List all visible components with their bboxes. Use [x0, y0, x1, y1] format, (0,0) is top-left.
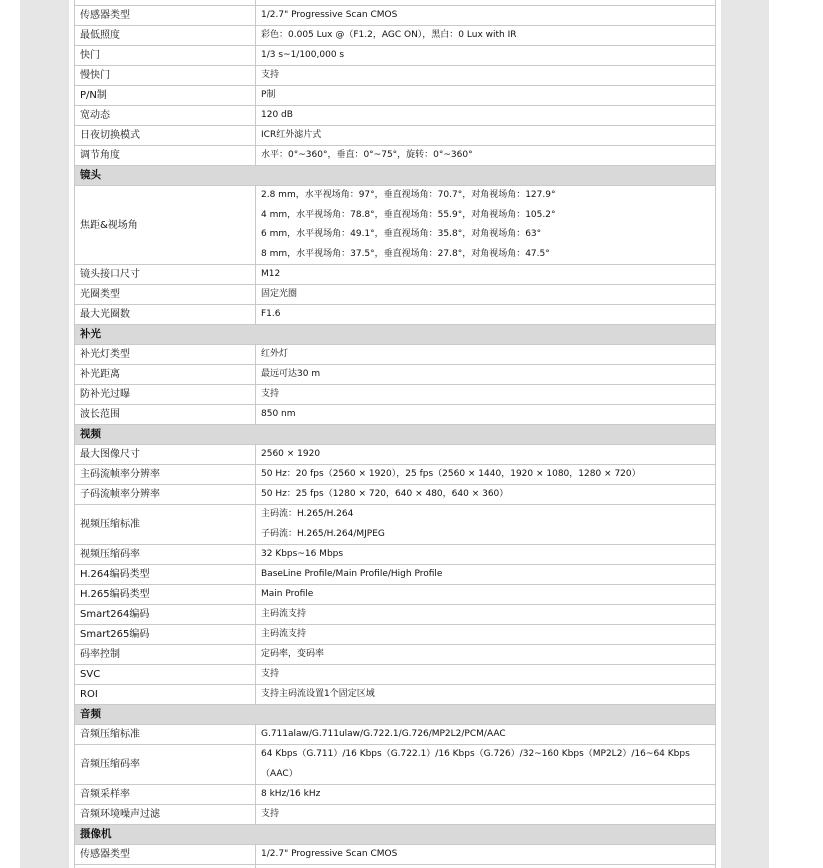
spec-value-line: 4 mm，水平视场角：78.8°，垂直视场角：55.9°，对角视场角：105.2° [261, 209, 556, 220]
spec-value-line: 子码流：H.265/H.264/MJPEG [261, 528, 385, 539]
table-row [75, 6, 716, 26]
spec-key: 视频压缩码率 [75, 545, 256, 565]
spec-value: 50 Hz：25 fps（1280 × 720，640 × 480，640 × 360） [256, 485, 716, 505]
spec-value: 2560 × 1920 [256, 445, 716, 465]
table-row [75, 505, 716, 545]
spec-value: 1/2.7" Progressive Scan CMOS [256, 845, 716, 865]
section-header-camera [75, 825, 716, 845]
table-row [75, 385, 716, 405]
table-row [75, 365, 716, 385]
table-row [75, 465, 716, 485]
table-row [75, 785, 716, 805]
spec-value [256, 186, 716, 265]
spec-value-line: （AAC） [261, 768, 298, 779]
spec-key: 调节角度 [75, 146, 256, 166]
spec-value: 红外灯 [256, 345, 716, 365]
table-row [75, 305, 716, 325]
spec-key: 波长范围 [75, 405, 256, 425]
table-row [75, 106, 716, 126]
spec-key: 宽动态 [75, 106, 256, 126]
spec-value: ICR红外滤片式 [256, 126, 716, 146]
spec-value-line: 64 Kbps（G.711）/16 Kbps（G.722.1）/16 Kbps（G.726）/32~160 Kbps（MP2L2）/16~64 Kbps [261, 749, 690, 759]
spec-value: 定码率，变码率 [256, 645, 716, 665]
section-title: 视频 [75, 425, 716, 445]
table-row [75, 285, 716, 305]
spec-key: 视频压缩标准 [75, 505, 256, 545]
spec-key: H.265编码类型 [75, 585, 256, 605]
spec-value: 支持 [256, 66, 716, 86]
table-row-partial [75, 865, 716, 868]
spec-value: 支持 [256, 665, 716, 685]
spec-key: 子码流帧率分辨率 [75, 485, 256, 505]
section-header-lens [75, 166, 716, 186]
spec-value: 1/2.7" Progressive Scan CMOS [256, 6, 716, 26]
spec-key: 日夜切换模式 [75, 126, 256, 146]
table-row [75, 345, 716, 365]
table-row [75, 86, 716, 106]
section-title: 补光 [75, 325, 716, 345]
table-row [75, 66, 716, 86]
table-row [75, 845, 716, 865]
spec-value: 32 Kbps~16 Mbps [256, 545, 716, 565]
table-row [75, 745, 716, 785]
spec-key: H.264编码类型 [75, 565, 256, 585]
spec-value: Main Profile [256, 585, 716, 605]
table-row [75, 585, 716, 605]
table-row [75, 46, 716, 66]
table-row [75, 545, 716, 565]
spec-value: G.711alaw/G.711ulaw/G.722.1/G.726/MP2L2/PCM/AAC [256, 725, 716, 745]
spec-key: 音频压缩标准 [75, 725, 256, 745]
table-row [75, 565, 716, 585]
spec-key: 音频压缩码率 [75, 745, 256, 785]
table-row [75, 725, 716, 745]
table-row [75, 805, 716, 825]
spec-value: F1.6 [256, 305, 716, 325]
spec-key: 音频环境噪声过滤 [75, 805, 256, 825]
spec-value: 1/3 s~1/100,000 s [256, 46, 716, 66]
table-row [75, 146, 716, 166]
table-row [75, 685, 716, 705]
spec-key: 防补光过曝 [75, 385, 256, 405]
spec-value: 850 nm [256, 405, 716, 425]
table-row [75, 126, 716, 146]
section-header-fill-light [75, 325, 716, 345]
table-row [75, 265, 716, 285]
spec-value: 50 Hz：20 fps（2560 × 1920），25 fps（2560 × 1440，1920 × 1080，1280 × 720） [256, 465, 716, 485]
table-row [75, 26, 716, 46]
spec-key: 最大光圈数 [75, 305, 256, 325]
spec-key: P/N制 [75, 86, 256, 106]
spec-key: 传感器类型 [75, 845, 256, 865]
spec-value-line: 2.8 mm，水平视场角：97°，垂直视场角：70.7°，对角视场角：127.9° [261, 190, 556, 200]
spec-value: 固定光圈 [256, 285, 716, 305]
spec-value: 120 dB [256, 106, 716, 126]
spec-value: 支持 [256, 805, 716, 825]
spec-key: SVC [75, 665, 256, 685]
spec-key: 主码流帧率分辨率 [75, 465, 256, 485]
spec-value: 水平：0°~360°，垂直：0°~75°，旋转：0°~360° [256, 146, 716, 166]
spec-value: M12 [256, 265, 716, 285]
spec-value: 主码流支持 [256, 605, 716, 625]
spec-key: 补光距离 [75, 365, 256, 385]
spec-value: BaseLine Profile/Main Profile/High Profile [256, 565, 716, 585]
spec-key: 光圈类型 [75, 285, 256, 305]
section-title: 音频 [75, 705, 716, 725]
spec-key: 快门 [75, 46, 256, 66]
spec-value [256, 745, 716, 785]
spec-value: 彩色：0.005 Lux @（F1.2，AGC ON），黑白：0 Lux with IR [256, 26, 716, 46]
viewer-background-left [20, 0, 69, 868]
spec-value: 主码流支持 [256, 625, 716, 645]
section-header-audio [75, 705, 716, 725]
table-row [75, 605, 716, 625]
spec-key: 最大图像尺寸 [75, 445, 256, 465]
spec-key: 音频采样率 [75, 785, 256, 805]
document-page [69, 0, 721, 868]
table-row [75, 445, 716, 465]
viewer-background-right [721, 0, 769, 868]
spec-key: 码率控制 [75, 645, 256, 665]
section-title: 摄像机 [75, 825, 716, 845]
table-row [75, 485, 716, 505]
table-row [75, 625, 716, 645]
spec-value: 最远可达30 m [256, 365, 716, 385]
spec-table [74, 0, 716, 868]
spec-key: 最低照度 [75, 26, 256, 46]
spec-value: 8 kHz/16 kHz [256, 785, 716, 805]
spec-key: Smart265编码 [75, 625, 256, 645]
spec-key: 传感器类型 [75, 6, 256, 26]
table-row [75, 186, 716, 265]
spec-value [256, 505, 716, 545]
spec-value-line: 6 mm，水平视场角：49.1°，垂直视场角：35.8°，对角视场角：63° [261, 229, 542, 239]
spec-key: 补光灯类型 [75, 345, 256, 365]
spec-key: 镜头接口尺寸 [75, 265, 256, 285]
table-row [75, 665, 716, 685]
table-row [75, 645, 716, 665]
section-title: 镜头 [75, 166, 716, 186]
spec-key: Smart264编码 [75, 605, 256, 625]
spec-value: 支持 [256, 385, 716, 405]
spec-key: 焦距&视场角 [75, 186, 256, 265]
spec-key: ROI [75, 685, 256, 705]
spec-value-line: 主码流：H.265/H.264 [261, 509, 354, 519]
section-header-video [75, 425, 716, 445]
spec-value: 支持主码流设置1个固定区域 [256, 685, 716, 705]
spec-value-line: 8 mm，水平视场角：37.5°，垂直视场角：27.8°，对角视场角：47.5° [261, 248, 550, 259]
spec-key: 慢快门 [75, 66, 256, 86]
spec-value: P制 [256, 86, 716, 106]
table-row [75, 405, 716, 425]
